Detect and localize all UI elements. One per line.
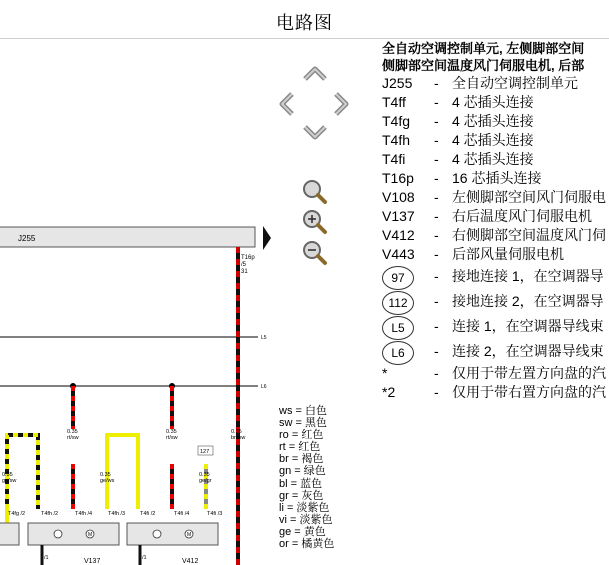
color-key-item: or = 橘黄色 [279, 538, 335, 551]
t16p-label: T16p [241, 255, 255, 261]
legend-dash: - [434, 246, 439, 262]
legend-desc: 4 芯插头连接 [452, 113, 534, 129]
page-title: 电路图 [276, 13, 333, 33]
color-key-item: gn = 绿色 [279, 465, 326, 478]
legend-dash: - [434, 94, 439, 110]
title-bar [0, 0, 609, 39]
legend-dash: - [434, 75, 439, 91]
legend-desc: 右后温度风门伺服电机 [452, 208, 592, 224]
connector-label: T4fh /3 [108, 511, 126, 517]
legend-desc: 右侧脚部空间温度风门伺 [452, 227, 606, 243]
color-key-item: gr = 灰色 [279, 489, 324, 502]
legend-code: V412 [382, 227, 415, 243]
v412-label: V412 [182, 558, 199, 565]
l6-label: L6 [261, 384, 267, 390]
legend-code: V108 [382, 189, 415, 205]
legend-desc: 连接 1，在空调器导线束 [452, 318, 604, 334]
legend-row-connection [382, 339, 609, 364]
connector-bottom-label: /1 [44, 555, 49, 561]
wire-label-size: 0.35 [100, 472, 111, 478]
ground-connection-badge: 112 [382, 291, 414, 315]
legend-dash: - [434, 318, 439, 334]
legend-dash: - [434, 151, 439, 167]
legend-row [382, 207, 609, 226]
t16p-pin: /5 [241, 262, 247, 268]
legend-note [382, 383, 609, 402]
color-key-item: ws = 白色 [279, 405, 327, 417]
color-key-item: rt = 红色 [279, 441, 321, 454]
connector-bottom-label: /1 [142, 555, 147, 561]
legend-dash: - [434, 113, 439, 129]
legend-row [382, 93, 609, 112]
v137-label: V137 [84, 558, 101, 565]
legend-desc: 左侧脚部空间风门伺服电 [452, 189, 606, 205]
legend-desc: 后部风量伺服电机 [452, 246, 564, 262]
wire-ge-ws-loop [107, 435, 138, 509]
legend-desc: 仅用于带右置方向盘的汽 [452, 384, 606, 400]
legend-code: T16p [382, 170, 414, 186]
wire-label-color: rt/sw [166, 435, 178, 441]
legend-dash: - [434, 189, 439, 205]
connection-badge: L6 [382, 341, 414, 365]
motor-m-label: M [187, 532, 192, 538]
box-127-label: 127 [200, 449, 210, 455]
legend-heading-line: 全自动空调控制单元, 左侧脚部空间 [382, 41, 585, 56]
wire-label-color: bn/sw [231, 435, 246, 441]
legend-row-ground [382, 264, 609, 289]
legend-code: * [382, 365, 388, 381]
color-key-item: li = 淡紫色 [279, 501, 330, 514]
legend-heading [382, 40, 609, 74]
chevron-right-icon[interactable] [333, 91, 351, 117]
legend-panel [382, 40, 609, 410]
circuit-diagram[interactable] [0, 39, 275, 565]
zoom-fit-icon[interactable] [302, 179, 328, 205]
wire-label-color: rt/sw [67, 435, 79, 441]
legend-code: T4ff [382, 94, 406, 110]
j255-label: J255 [18, 234, 36, 243]
connection-badge: L5 [382, 316, 414, 340]
legend-desc: 连接 2，在空调器导线束 [452, 343, 604, 359]
legend-dash: - [434, 343, 439, 359]
motor-m-label: M [88, 532, 93, 538]
legend-desc: 接地连接 2，在空调器导 [452, 293, 604, 309]
component-box-v412 [127, 523, 218, 545]
connector-label: T4fi /2 [140, 511, 156, 517]
legend-row [382, 169, 609, 188]
connector-label: T4fh /2 [41, 511, 59, 517]
chevron-down-icon[interactable] [302, 124, 328, 142]
legend-desc: 仅用于带左置方向盘的汽 [452, 365, 606, 381]
color-key-item: vi = 淡紫色 [279, 513, 333, 526]
color-key-item: br = 褐色 [279, 453, 324, 466]
wire-label-size: 0.35 [67, 429, 78, 435]
legend-desc: 4 芯插头连接 [452, 151, 534, 167]
legend-desc: 16 芯插头连接 [452, 170, 542, 186]
legend-row [382, 112, 609, 131]
legend-row [382, 188, 609, 207]
legend-heading-line: 侧脚部空间温度风门伺服电机, 后部 [382, 58, 585, 73]
legend-code: T4fh [382, 132, 411, 148]
legend-dash: - [434, 132, 439, 148]
circuit-diagram-svg [0, 39, 275, 565]
legend-desc: 4 芯插头连接 [452, 132, 534, 148]
connector-label: T4fg /2 [8, 511, 26, 517]
collapse-arrow-icon[interactable] [262, 225, 272, 251]
legend-note [382, 364, 609, 383]
sensor-symbol [54, 530, 62, 538]
legend-row [382, 226, 609, 245]
color-key-item: ge = 黄色 [279, 525, 326, 538]
l5-label: L5 [261, 335, 267, 341]
legend-dash: - [434, 384, 439, 400]
t16p-pin2: 31 [241, 269, 248, 275]
wire-label-color: ge/sw [2, 478, 17, 484]
legend-code: T4fg [382, 113, 411, 129]
wire-label-color: ge/gr [199, 478, 212, 484]
legend-code: *2 [382, 384, 396, 400]
legend-dash: - [434, 293, 439, 309]
legend-code: V443 [382, 246, 415, 262]
legend-row [382, 131, 609, 150]
legend-code: J255 [382, 75, 413, 91]
legend-dash: - [434, 365, 439, 381]
legend-dash: - [434, 268, 439, 284]
color-key-item: ro = 红色 [279, 429, 324, 442]
legend-dash: - [434, 208, 439, 224]
zoom-out-icon[interactable] [302, 240, 328, 266]
component-box-left [0, 523, 19, 545]
connector-label: T4fi /4 [174, 511, 190, 517]
legend-row-ground [382, 289, 609, 314]
legend-desc: 全自动空调控制单元 [452, 75, 578, 91]
wire-label-size: 0.35 [166, 429, 177, 435]
legend-row [382, 150, 609, 169]
wire-label-size: 0.35 [2, 472, 13, 478]
navigation-controls [275, 60, 355, 280]
connector-label: T4fi /3 [207, 511, 223, 517]
wire-label-color: ge/ws [100, 478, 115, 484]
legend-desc: 4 芯插头连接 [452, 94, 534, 110]
ground-connection-badge: 97 [382, 266, 414, 290]
connector-label: T4fh /4 [75, 511, 93, 517]
zoom-in-icon[interactable] [302, 209, 328, 235]
chevron-up-icon[interactable] [302, 64, 328, 82]
wire-color-key [279, 405, 379, 550]
legend-dash: - [434, 170, 439, 186]
sensor-symbol [153, 530, 161, 538]
wire-label-size: 0.35 [199, 472, 210, 478]
legend-code: V137 [382, 208, 415, 224]
component-box-v137 [28, 523, 119, 545]
chevron-left-icon[interactable] [277, 91, 295, 117]
legend-row [382, 74, 609, 93]
legend-desc: 接地连接 1，在空调器导 [452, 268, 604, 284]
color-key-item: bl = 蓝色 [279, 477, 323, 490]
j255-component-bar [0, 227, 255, 247]
legend-code: T4fi [382, 151, 406, 167]
legend-row-connection [382, 314, 609, 339]
wire-label-size: 0.35 [231, 429, 242, 435]
color-key-item: sw = 黑色 [279, 417, 327, 430]
legend-dash: - [434, 227, 439, 243]
legend-row [382, 245, 609, 264]
